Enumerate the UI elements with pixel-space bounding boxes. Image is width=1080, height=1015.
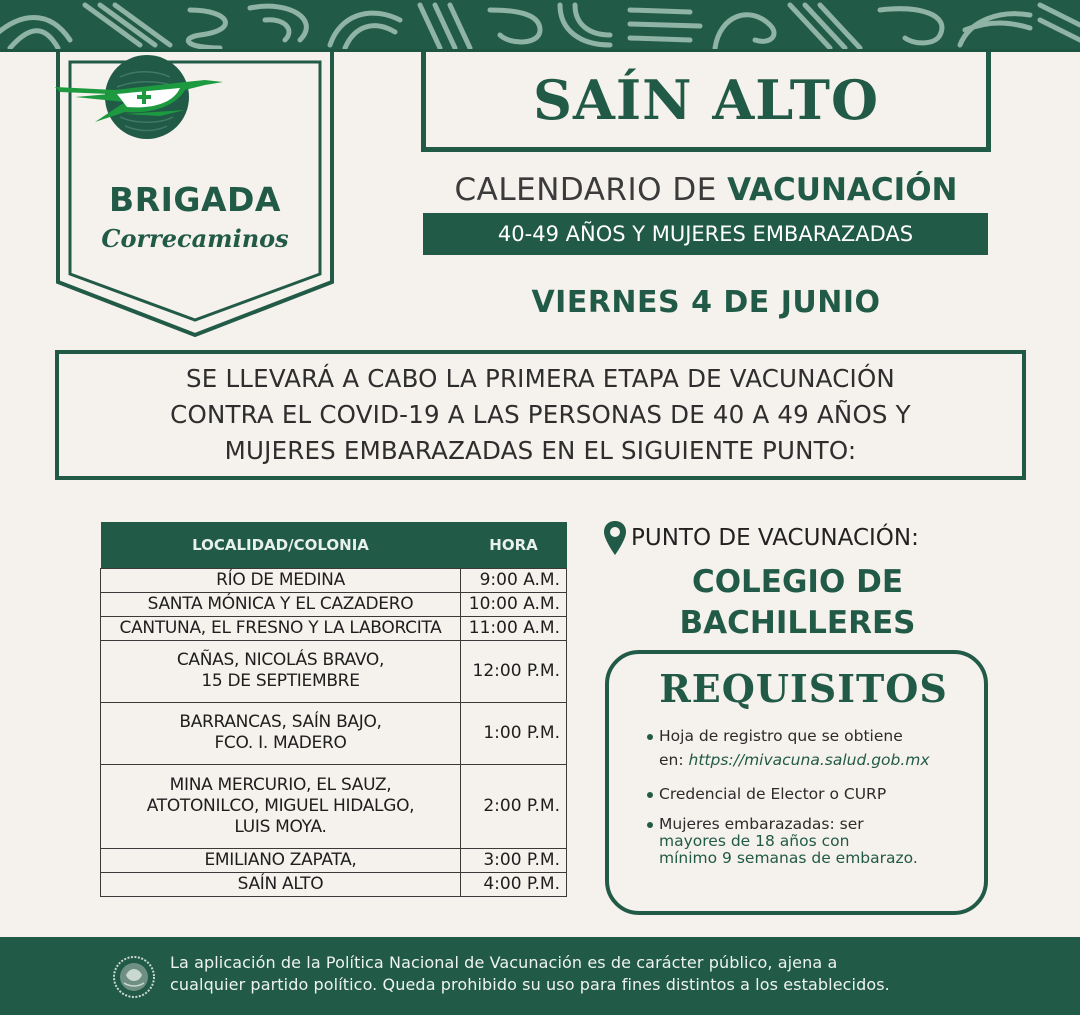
- requirements-title: REQUISITOS: [659, 666, 948, 711]
- national-seal-icon: [112, 955, 156, 999]
- roadrunner-emblem-icon: [55, 52, 225, 142]
- time-cell: 1:00 P.M.: [461, 702, 567, 764]
- locality-text: 15 DE SEPTIEMBRE: [201, 671, 360, 691]
- table-row: [101, 764, 567, 848]
- description-line-2: CONTRA EL COVID-19 A LAS PERSONAS DE 40 A 49 AÑOS Y: [170, 400, 911, 429]
- registration-link[interactable]: https://mivacuna.salud.gob.mx: [688, 751, 930, 769]
- correcaminos-label: Correcaminos: [101, 224, 289, 253]
- requirement-text: en:: [659, 751, 689, 769]
- requirement-item: [647, 724, 977, 772]
- table-row: [101, 872, 567, 896]
- locality-cell: [101, 848, 461, 872]
- time-cell: 11:00 A.M.: [461, 616, 567, 640]
- decorative-pattern-banner: [0, 0, 1080, 52]
- locality-text: SAÍN ALTO: [237, 873, 324, 894]
- table-row: [101, 848, 567, 872]
- municipality-title-box: [421, 52, 991, 152]
- description-text: [170, 361, 911, 469]
- time-cell: 12:00 P.M.: [461, 640, 567, 702]
- table-row: [101, 592, 567, 616]
- schedule-header-row: [101, 522, 567, 568]
- vaccination-point-name-line-2: BACHILLERES: [679, 605, 916, 641]
- time-cell: 10:00 A.M.: [461, 592, 567, 616]
- table-row: [101, 568, 567, 592]
- locality-text: EMILIANO ZAPATA,: [204, 849, 357, 870]
- table-row: [101, 616, 567, 640]
- vaccination-point-name: [600, 562, 995, 644]
- pattern-icon: [0, 0, 1080, 52]
- locality-cell: [101, 640, 461, 702]
- footer-line-1: La aplicación de la Política Nacional de Vacunación es de carácter público, ajena a: [170, 953, 838, 972]
- footer-line-2: cualquier partido político. Queda prohibido su uso para fines distintos a los establecidos.: [170, 975, 890, 994]
- time-cell: 3:00 P.M.: [461, 848, 567, 872]
- locality-text: MINA MERCURIO, EL SAUZ,: [169, 774, 392, 795]
- schedule-table: [100, 522, 567, 897]
- description-line-3: MUJERES EMBARAZADAS EN EL SIGUIENTE PUNTO:: [224, 436, 857, 465]
- locality-text: CAÑAS, NICOLÁS BRAVO,: [176, 650, 385, 670]
- calendar-heading-bold: VACUNACIÓN: [727, 172, 958, 208]
- column-header-locality: LOCALIDAD/COLONIA: [101, 522, 461, 568]
- locality-text: FCO. I. MADERO: [214, 733, 347, 753]
- requirements-box: [605, 650, 988, 915]
- time-cell: 4:00 P.M.: [461, 872, 567, 896]
- description-box: [55, 350, 1026, 480]
- brigada-logo-shield: [55, 52, 335, 338]
- calendar-heading-light: CALENDARIO DE: [454, 172, 728, 208]
- column-header-time: HORA: [461, 522, 567, 568]
- locality-cell: [101, 872, 461, 896]
- description-line-1: SE LLEVARÁ A CABO LA PRIMERA ETAPA DE VACUNACIÓN: [186, 364, 895, 393]
- vaccination-point-label: [603, 520, 973, 556]
- time-cell: 2:00 P.M.: [461, 764, 567, 848]
- footer-text: [170, 952, 1050, 996]
- requirement-text: mínimo 9 semanas de embarazo.: [659, 849, 918, 867]
- time-cell: 9:00 A.M.: [461, 568, 567, 592]
- brigada-label: BRIGADA: [109, 180, 281, 219]
- footer-disclaimer: [0, 937, 1080, 1015]
- locality-cell: [101, 764, 461, 848]
- vaccination-point-name-line-1: COLEGIO DE: [691, 564, 904, 600]
- locality-cell: [101, 568, 461, 592]
- table-row: [101, 640, 567, 702]
- requirement-text: mayores de 18 años con: [659, 832, 850, 850]
- map-pin-icon: [603, 520, 627, 556]
- locality-text: BARRANCAS, SAÍN BAJO,: [179, 712, 382, 732]
- vaccination-point-label-text: PUNTO DE VACUNACIÓN:: [631, 525, 919, 551]
- requirements-list: [647, 724, 977, 877]
- requirement-text: Mujeres embarazadas: ser: [659, 815, 864, 833]
- locality-text: LUIS MOYA.: [234, 816, 327, 837]
- requirement-item: [647, 816, 977, 867]
- requirement-text: Hoja de registro que se obtiene: [659, 727, 903, 745]
- municipality-title: SAÍN ALTO: [533, 67, 879, 132]
- locality-text: CANTUNA, EL FRESNO Y LA LABORCITA: [119, 617, 442, 638]
- locality-cell: [101, 592, 461, 616]
- locality-text: RÍO DE MEDINA: [216, 569, 345, 590]
- locality-text: SANTA MÓNICA Y EL CAZADERO: [147, 593, 414, 614]
- requirement-text: Credencial de Elector o CURP: [659, 785, 887, 803]
- table-row: [101, 702, 567, 764]
- locality-cell: [101, 616, 461, 640]
- age-group-banner: 40-49 AÑOS Y MUJERES EMBARAZADAS: [423, 213, 988, 255]
- locality-cell: [101, 702, 461, 764]
- locality-text: ATOTONILCO, MIGUEL HIDALGO,: [146, 795, 415, 816]
- calendar-heading: [421, 172, 991, 208]
- vaccination-date: VIERNES 4 DE JUNIO: [531, 285, 881, 320]
- requirement-item: [647, 782, 977, 806]
